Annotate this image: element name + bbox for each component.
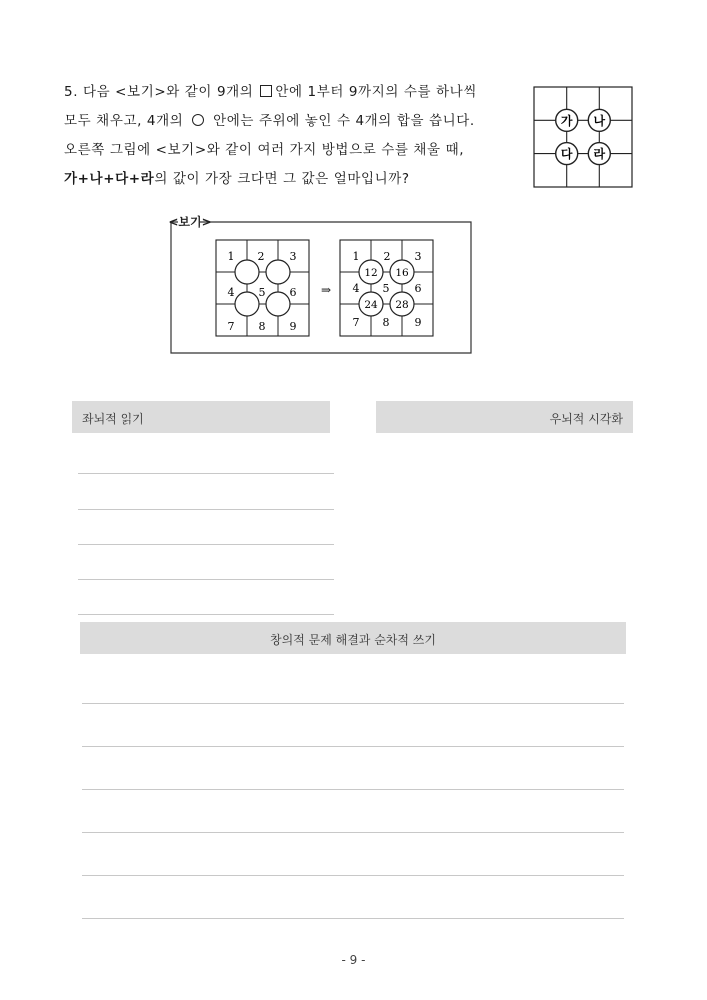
problem-line-4 xyxy=(64,167,410,187)
cell-number: 3 xyxy=(414,250,422,263)
writing-line xyxy=(78,544,334,545)
writing-line xyxy=(82,875,624,876)
right-visual-header xyxy=(376,401,633,433)
sum-number: 28 xyxy=(395,299,409,311)
problem-line-2 xyxy=(64,109,475,129)
problem-line-4-text: 의 값이 가장 크다면 그 값은 얼마입니까? xyxy=(154,171,410,187)
writing-line xyxy=(78,473,334,474)
cell-number: 8 xyxy=(258,320,266,333)
problem-line-1-text: 5. 다음 <보기>와 같이 9개의 xyxy=(64,84,259,100)
cell-number: 6 xyxy=(289,286,297,299)
sum-expression: 가+나+다+라 xyxy=(64,171,155,187)
cell-number: 2 xyxy=(383,250,391,263)
cell-number: 7 xyxy=(227,320,235,333)
circle-icon xyxy=(192,114,204,126)
cell-number: 7 xyxy=(352,316,360,329)
example-label: <보기> xyxy=(168,215,212,229)
creative-writing-title: 창의적 문제 해결과 순차적 쓰기 xyxy=(270,633,436,647)
problem-line-2-text-end: 안에는 주위에 놓인 수 4개의 합을 씁니다. xyxy=(208,113,475,129)
writing-line xyxy=(78,579,334,580)
left-reading-header xyxy=(72,401,330,433)
puzzle-label: 다 xyxy=(560,147,573,162)
cell-number: 9 xyxy=(414,316,422,329)
cell-number: 3 xyxy=(289,250,297,263)
cell-number: 9 xyxy=(289,320,297,333)
cell-number: 5 xyxy=(382,282,390,295)
square-box-icon xyxy=(260,85,272,97)
puzzle-label: 가 xyxy=(560,113,573,128)
writing-line xyxy=(78,509,334,510)
cell-number: 5 xyxy=(258,286,266,299)
writing-line xyxy=(82,703,624,704)
puzzle-figure xyxy=(533,86,633,188)
writing-line xyxy=(82,789,624,790)
writing-line xyxy=(82,832,624,833)
cell-number: 6 xyxy=(414,282,422,295)
sum-number: 24 xyxy=(364,299,378,311)
cell-number: 8 xyxy=(382,316,390,329)
sum-number: 12 xyxy=(364,267,378,279)
cell-number: 4 xyxy=(227,286,235,299)
problem-line-1 xyxy=(64,80,477,100)
puzzle-label: 나 xyxy=(593,113,606,128)
left-reading-title: 좌뇌적 읽기 xyxy=(82,412,144,426)
writing-line xyxy=(82,746,624,747)
cell-number: 1 xyxy=(227,250,235,263)
example-right-grid xyxy=(340,240,433,336)
problem-line-1-text-end: 안에 1부터 9까지의 수를 하나씩 xyxy=(275,84,477,100)
puzzle-label: 라 xyxy=(593,147,606,162)
page-number: - 9 - xyxy=(341,953,366,967)
writing-line xyxy=(82,918,624,919)
example-box xyxy=(160,212,475,357)
problem-line-3: 오른쪽 그림에 <보기>와 같이 여러 가지 방법으로 수를 채울 때, xyxy=(64,142,465,158)
arrow-icon: ⇒ xyxy=(320,283,332,297)
puzzle-frame xyxy=(534,87,632,187)
example-left-grid xyxy=(216,240,309,336)
problem-line-2-text: 모두 채우고, 4개의 xyxy=(64,113,189,129)
right-visual-title: 우뇌적 시각화 xyxy=(549,412,623,426)
sum-number: 16 xyxy=(395,267,409,279)
cell-number: 4 xyxy=(352,282,360,295)
creative-writing-header xyxy=(80,622,626,654)
writing-line xyxy=(78,614,334,615)
cell-number: 1 xyxy=(352,250,360,263)
cell-number: 2 xyxy=(257,250,265,263)
